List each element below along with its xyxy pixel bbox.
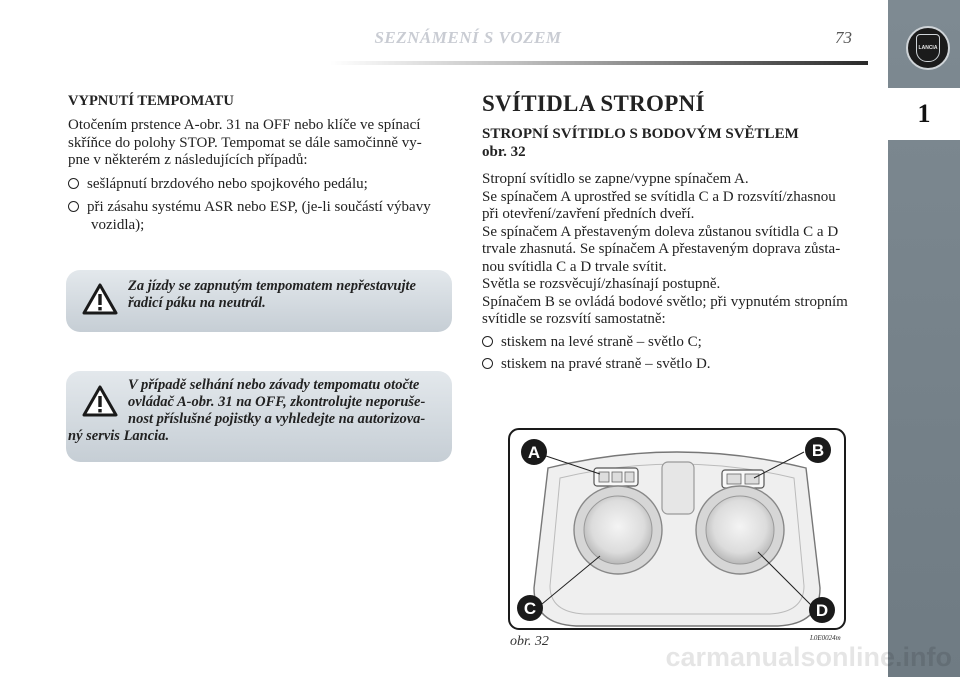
callout-d-label: D [815, 601, 829, 620]
warning-2-line-2: ovládač A-obr. 31 na OFF, zkontrolujte neporuše- [128, 394, 426, 410]
left-bullet-1 [68, 176, 368, 194]
right-bullet-2 [482, 356, 711, 374]
lancia-logo [906, 26, 950, 70]
chapter-tab[interactable]: 1 [888, 88, 960, 140]
figure-label: obr. 32 [510, 634, 549, 649]
callout-b [805, 437, 831, 463]
right-bullet-1 [482, 334, 702, 352]
warning-triangle-icon [82, 385, 118, 417]
bullet-text: sešlápnutí brzdového nebo spojkového pedálu; [87, 176, 368, 192]
warning-2-line-3: nost příslušné pojistky a vyhledejte na autorizova- [128, 411, 426, 427]
bullet-circle-icon [68, 178, 79, 189]
right-line-9: svítidle se rozsvítí samostatně: [482, 311, 666, 327]
callout-c [517, 595, 543, 621]
right-line-1: Stropní svítidlo se zapne/vypne spínačem A. [482, 171, 749, 187]
right-line-3: při otevření/zavření předních dveří. [482, 206, 695, 222]
bullet-text: při zásahu systému ASR nebo ESP, (je-li součástí výbavy [87, 199, 431, 215]
warning-2-line-4: ný servis Lancia. [68, 428, 170, 444]
section-title: SVÍTIDLA STROPNÍ [482, 91, 705, 116]
callout-c-label: C [523, 599, 537, 618]
warning-1-line-2: řadicí páku na neutrál. [128, 295, 266, 311]
header-rule [330, 61, 868, 65]
callout-b-label: B [811, 441, 825, 460]
right-line-2: Se spínačem A uprostřed se svítidla C a D rozsvítí/zhasnou [482, 188, 836, 205]
bullet-text: stiskem na levé straně – světlo C; [501, 334, 702, 350]
left-line-2: skříňce do polohy STOP. Tempomat se dále samočinně vy- [68, 134, 422, 151]
figure-code: L0E0024m [810, 634, 841, 642]
sub-heading-2: obr. 32 [482, 143, 526, 160]
right-line-4: Se spínačem A přestaveným doleva zůstanou svítidla C a D [482, 223, 839, 240]
logo-text: LANCIA [918, 45, 938, 51]
callout-d [809, 597, 835, 623]
callout-a-label: A [527, 443, 541, 462]
callout-a [521, 439, 547, 465]
right-line-7: Světla se rozsvěcují/zhasínají postupně. [482, 276, 721, 292]
right-line-6: nou svítidla C a D trvale svítit. [482, 258, 667, 275]
right-line-5: trvale zhasnutá. Se spínačem A přestaveným doprava zůsta- [482, 241, 841, 257]
warning-2-line-1: V případě selhání nebo závady tempomatu otočte [128, 377, 420, 393]
left-bullet-2 [68, 199, 431, 217]
watermark[interactable]: carmanualsonline.info [665, 642, 952, 672]
bullet-circle-icon [68, 201, 79, 212]
ceiling-light-figure [508, 428, 846, 630]
header-title: SEZNÁMENÍ S VOZEM [374, 28, 562, 47]
bullet-circle-icon [482, 336, 493, 347]
logo-shield [916, 34, 940, 62]
center-sensor [662, 462, 694, 514]
bullet-text: stiskem na pravé straně – světlo D. [501, 356, 711, 372]
warning-1-line-1: Za jízdy se zapnutým tempomatem nepřestavujte [128, 278, 416, 294]
bullet-circle-icon [482, 358, 493, 369]
left-line-1: Otočením prstence A-obr. 31 na OFF nebo klíče ve spínací [68, 117, 421, 133]
lamp-d-lens [706, 496, 774, 564]
left-bullet-2-cont: vozidla); [91, 216, 145, 233]
lamp-c-lens [584, 496, 652, 564]
warning-triangle-icon [82, 283, 118, 315]
left-line-3: pne v některém z následujících případů: [68, 152, 308, 168]
page-number: 73 [835, 28, 852, 47]
right-line-8: Spínačem B se ovládá bodové světlo; při vypnutém stropním [482, 293, 848, 310]
sub-heading-1: STROPNÍ SVÍTIDLO S BODOVÝM SVĚTLEM [482, 126, 799, 142]
left-heading: VYPNUTÍ TEMPOMATU [68, 93, 234, 109]
